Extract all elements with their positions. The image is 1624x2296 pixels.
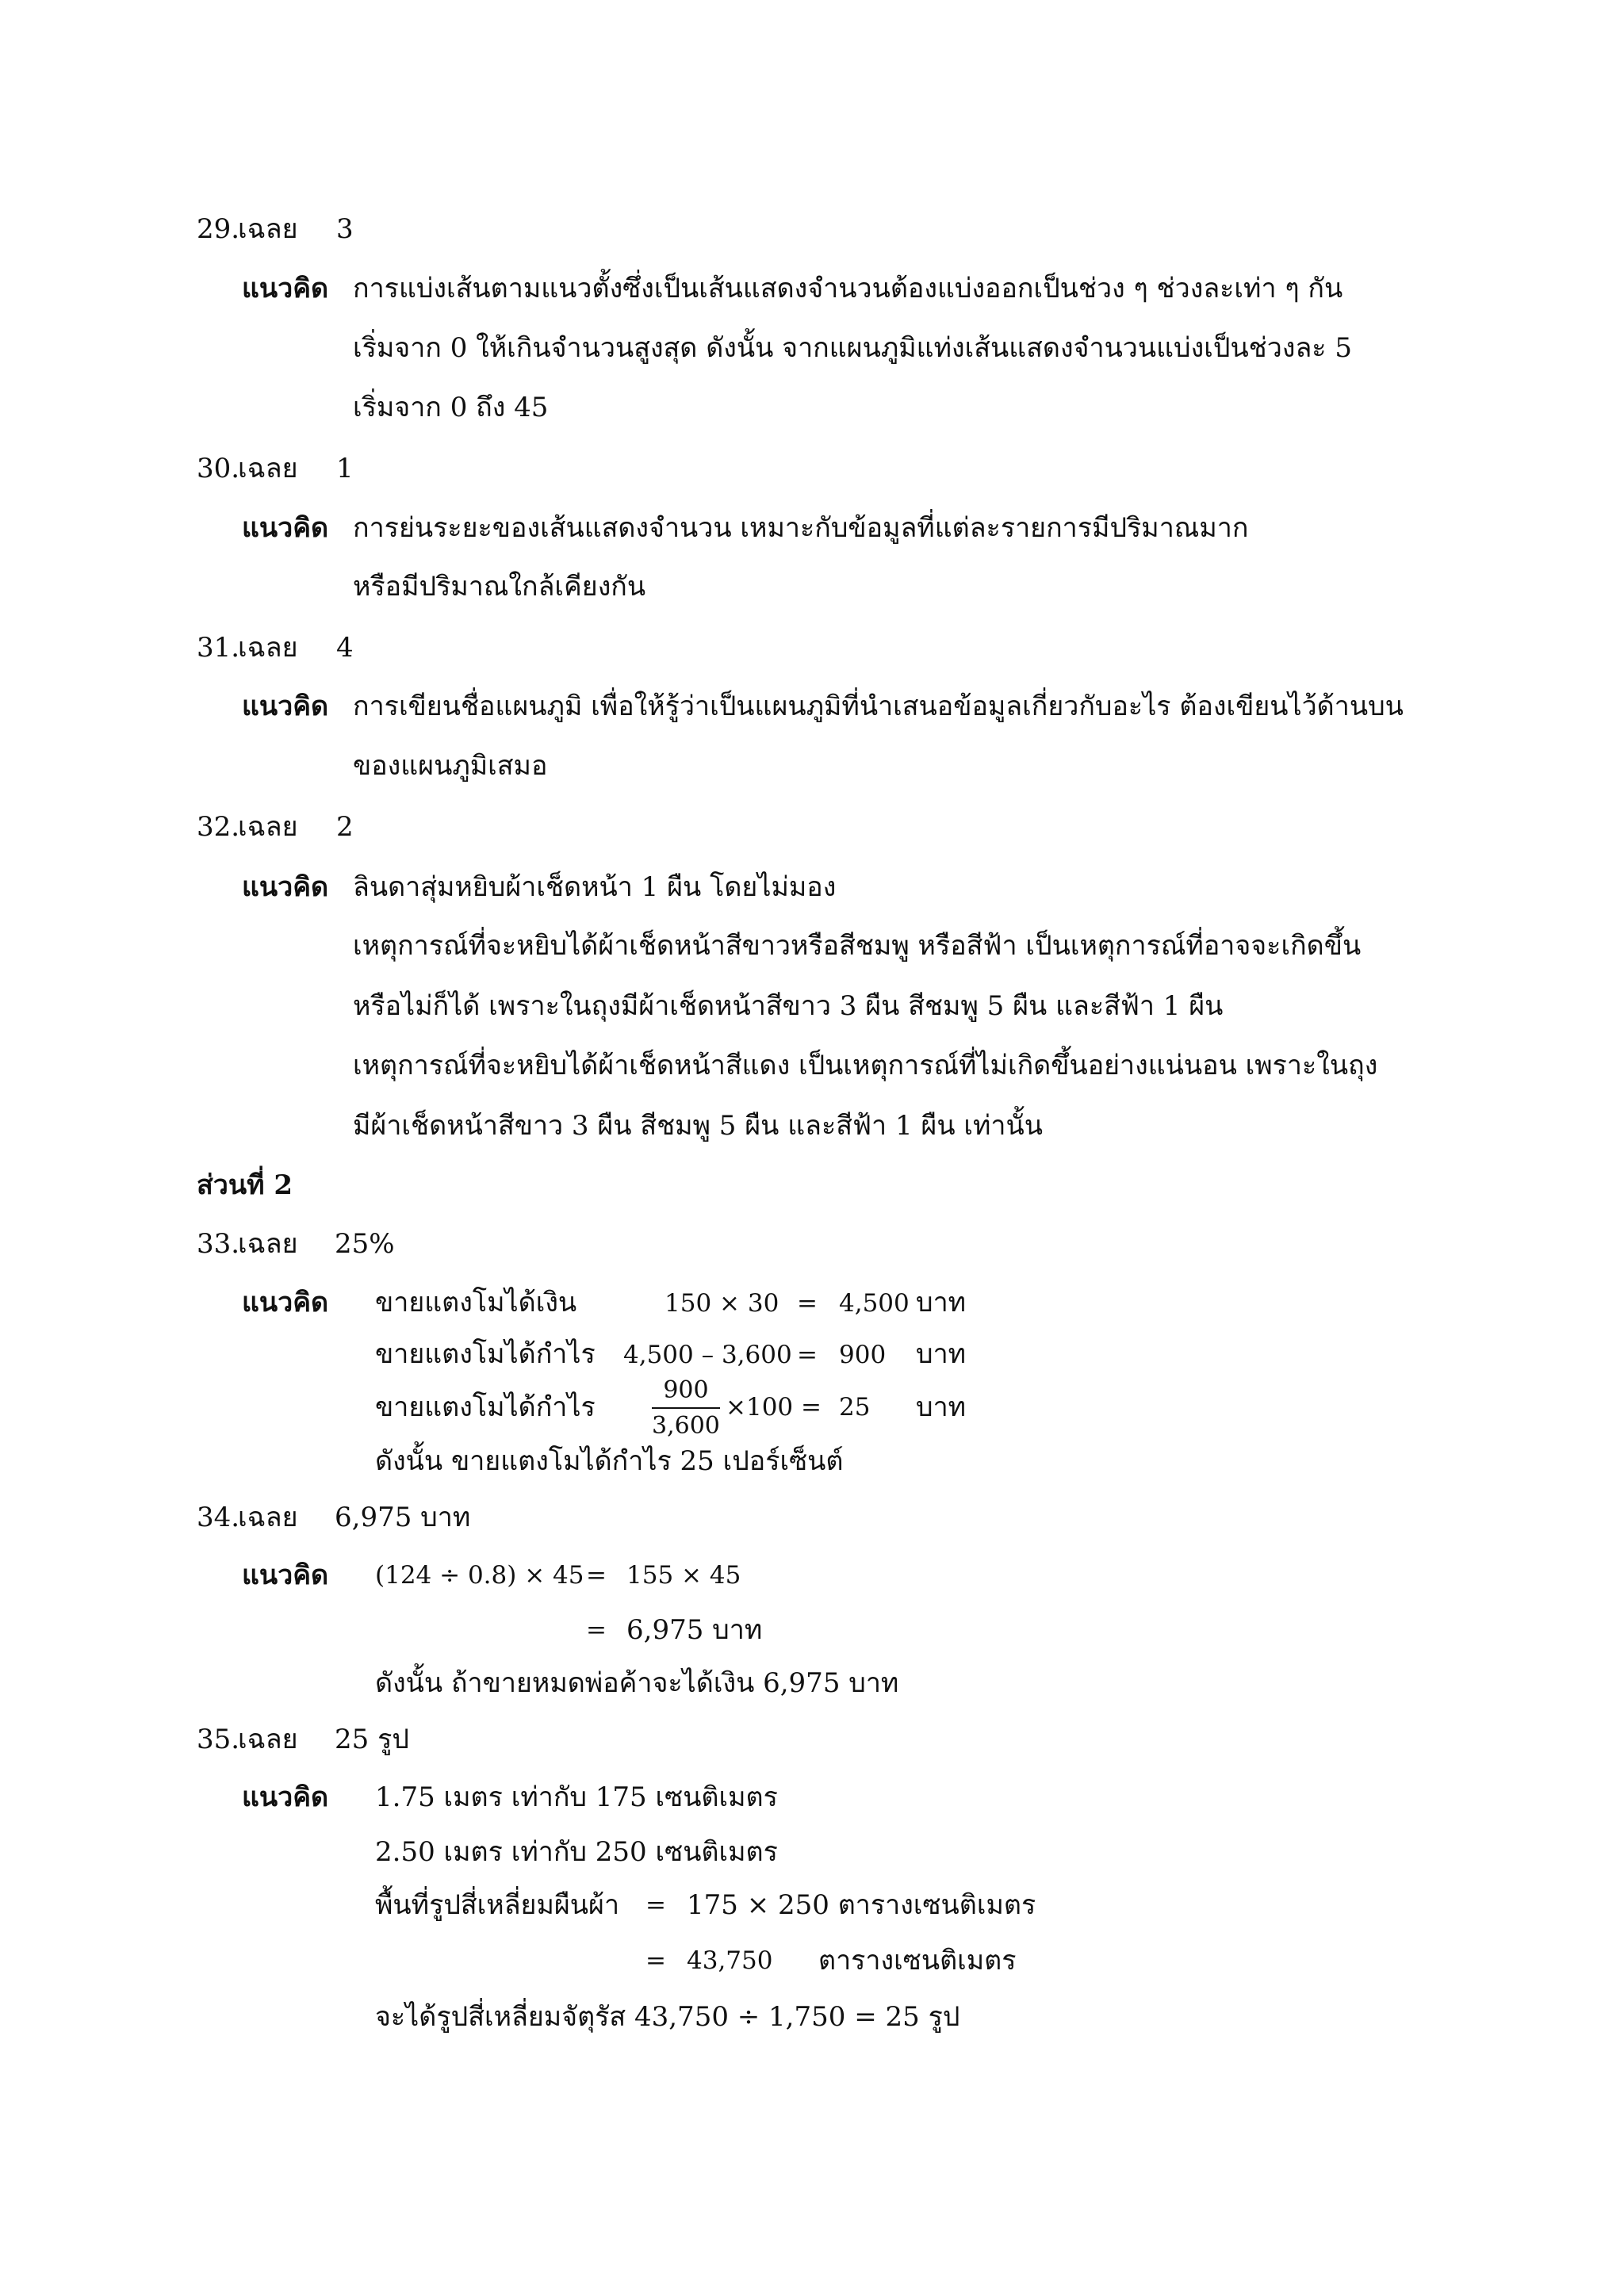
concept-line: เหตุการณ์ที่จะหยิบได้ผ้าเช็ดหน้าสีขาวหรือสีชมพู หรือสีฟ้า เป็นเหตุการณ์ที่อาจจะเกิดขึ้น <box>353 930 1362 962</box>
equals-sign: = <box>797 1341 818 1369</box>
concept-line: เริ่มจาก 0 ถึง 45 <box>353 392 549 423</box>
concept-line: หรือไม่ก็ได้ เพราะในถุงมีผ้าเช็ดหน้าสีขาว 3 ผืน สีชมพู 5 ผืน และสีฟ้า 1 ผืน <box>353 990 1224 1022</box>
calc-result: 25 <box>839 1393 871 1422</box>
concept-label: แนวคิด <box>242 1287 329 1318</box>
question-number: 32. <box>197 811 240 843</box>
concept-line: มีผ้าเช็ดหน้าสีขาว 3 ผืน สีชมพู 5 ผืน และสีฟ้า 1 ผืน เท่านั้น <box>353 1110 1043 1142</box>
question-number: 34. <box>197 1502 240 1533</box>
equals-sign: = <box>586 1616 607 1644</box>
concept-line: หรือมีปริมาณใกล้เคียงกัน <box>353 571 646 603</box>
answer-value: 25% <box>335 1228 395 1260</box>
concept-line: 2.50 เมตร เท่ากับ 250 เซนติเมตร <box>375 1836 778 1868</box>
concept-label: แนวคิด <box>242 273 329 304</box>
question-number: 29. <box>197 213 240 245</box>
calc-expression: 4,500 – 3,600 <box>623 1341 792 1369</box>
concept-line: 1.75 เมตร เท่ากับ 175 เซนติเมตร <box>375 1781 778 1813</box>
answer-label: เฉลย <box>238 213 298 245</box>
equals-sign: = <box>586 1561 607 1590</box>
equals-sign: = <box>645 1891 666 1919</box>
calc-unit: บาท <box>916 1287 967 1318</box>
calc-unit: บาท <box>916 1391 967 1423</box>
calc-unit: บาท <box>916 1338 967 1370</box>
answer-label: เฉลย <box>238 1228 298 1260</box>
answer-label: เฉลย <box>238 1502 298 1533</box>
answer-value: 25 รูป <box>335 1724 409 1755</box>
calc-expression: 150 × 30 <box>665 1289 779 1318</box>
calc-result: 6,975 บาท <box>626 1614 763 1646</box>
answer-value: 3 <box>336 213 354 245</box>
answer-label: เฉลย <box>238 811 298 843</box>
fraction <box>652 1376 720 1440</box>
question-number: 30. <box>197 453 240 484</box>
fraction-numerator: 900 <box>652 1376 720 1409</box>
conclusion: ดังนั้น ขายแตงโมได้กำไร 25 เปอร์เซ็นต์ <box>375 1445 844 1477</box>
calc-expression: (124 ÷ 0.8) × 45 <box>375 1561 584 1590</box>
concept-line: ของแผนภูมิเสมอ <box>353 750 548 782</box>
equals-sign: = <box>645 1946 666 1975</box>
concept-label: แนวคิด <box>242 871 329 903</box>
answer-value: 4 <box>336 632 354 664</box>
calc-result: 900 <box>839 1341 887 1369</box>
concept-line: การย่นระยะของเส้นแสดงจำนวน เหมาะกับข้อมูลที่แต่ละรายการมีปริมาณมาก <box>353 512 1249 544</box>
answer-value: 1 <box>336 453 354 484</box>
answer-label: เฉลย <box>238 453 298 484</box>
answer-label: เฉลย <box>238 632 298 664</box>
calc-expression: 175 × 250 ตารางเซนติเมตร <box>687 1889 1036 1921</box>
calc-label: พื้นที่รูปสี่เหลี่ยมผืนผ้า <box>375 1889 620 1921</box>
concept-line: เริ่มจาก 0 ให้เกินจำนวนสูงสุด ดังนั้น จากแผนภูมิแท่งเส้นแสดงจำนวนแบ่งเป็นช่วงละ 5 <box>353 332 1352 364</box>
calc-label: ขายแตงโมได้กำไร <box>375 1338 596 1370</box>
section-heading: ส่วนที่ 2 <box>197 1169 293 1201</box>
calc-label: ขายแตงโมได้กำไร <box>375 1391 596 1423</box>
calc-unit: ตารางเซนติเมตร <box>818 1945 1017 1976</box>
question-number: 35. <box>197 1724 240 1755</box>
equals-sign: = <box>797 1289 818 1318</box>
concept-line: เหตุการณ์ที่จะหยิบได้ผ้าเช็ดหน้าสีแดง เป็นเหตุการณ์ที่ไม่เกิดขึ้นอย่างแน่นอน เพราะในถุง <box>353 1050 1378 1081</box>
conclusion: ดังนั้น ถ้าขายหมดพ่อค้าจะได้เงิน 6,975 บาท <box>375 1667 899 1699</box>
conclusion: จะได้รูปสี่เหลี่ยมจัตุรัส 43,750 ÷ 1,750 = 25 รูป <box>375 2001 960 2033</box>
fraction-denominator: 3,600 <box>652 1412 720 1440</box>
answer-label: เฉลย <box>238 1724 298 1755</box>
concept-label: แนวคิด <box>242 512 329 544</box>
question-number: 33. <box>197 1228 240 1260</box>
concept-line: การแบ่งเส้นตามแนวตั้งซึ่งเป็นเส้นแสดงจำนวนต้องแบ่งออกเป็นช่วง ๆ ช่วงละเท่า ๆ กัน <box>353 273 1343 304</box>
concept-label: แนวคิด <box>242 1559 329 1591</box>
calc-label: ขายแตงโมได้เงิน <box>375 1287 577 1318</box>
calc-result: 43,750 <box>687 1946 773 1975</box>
answer-value: 6,975 บาท <box>335 1502 471 1533</box>
calc-result: 4,500 <box>839 1289 910 1318</box>
calc-expression: ×100 = <box>726 1393 822 1422</box>
concept-line: การเขียนชื่อแผนภูมิ เพื่อให้รู้ว่าเป็นแผนภูมิที่นำเสนอข้อมูลเกี่ยวกับอะไร ต้องเขียนไว้ด้านบน <box>353 691 1404 722</box>
answer-value: 2 <box>336 811 354 843</box>
calc-result: 155 × 45 <box>626 1561 741 1590</box>
concept-label: แนวคิด <box>242 691 329 722</box>
concept-label: แนวคิด <box>242 1781 329 1813</box>
concept-line: ลินดาสุ่มหยิบผ้าเช็ดหน้า 1 ผืน โดยไม่มอง <box>353 871 837 903</box>
question-number: 31. <box>197 632 240 664</box>
